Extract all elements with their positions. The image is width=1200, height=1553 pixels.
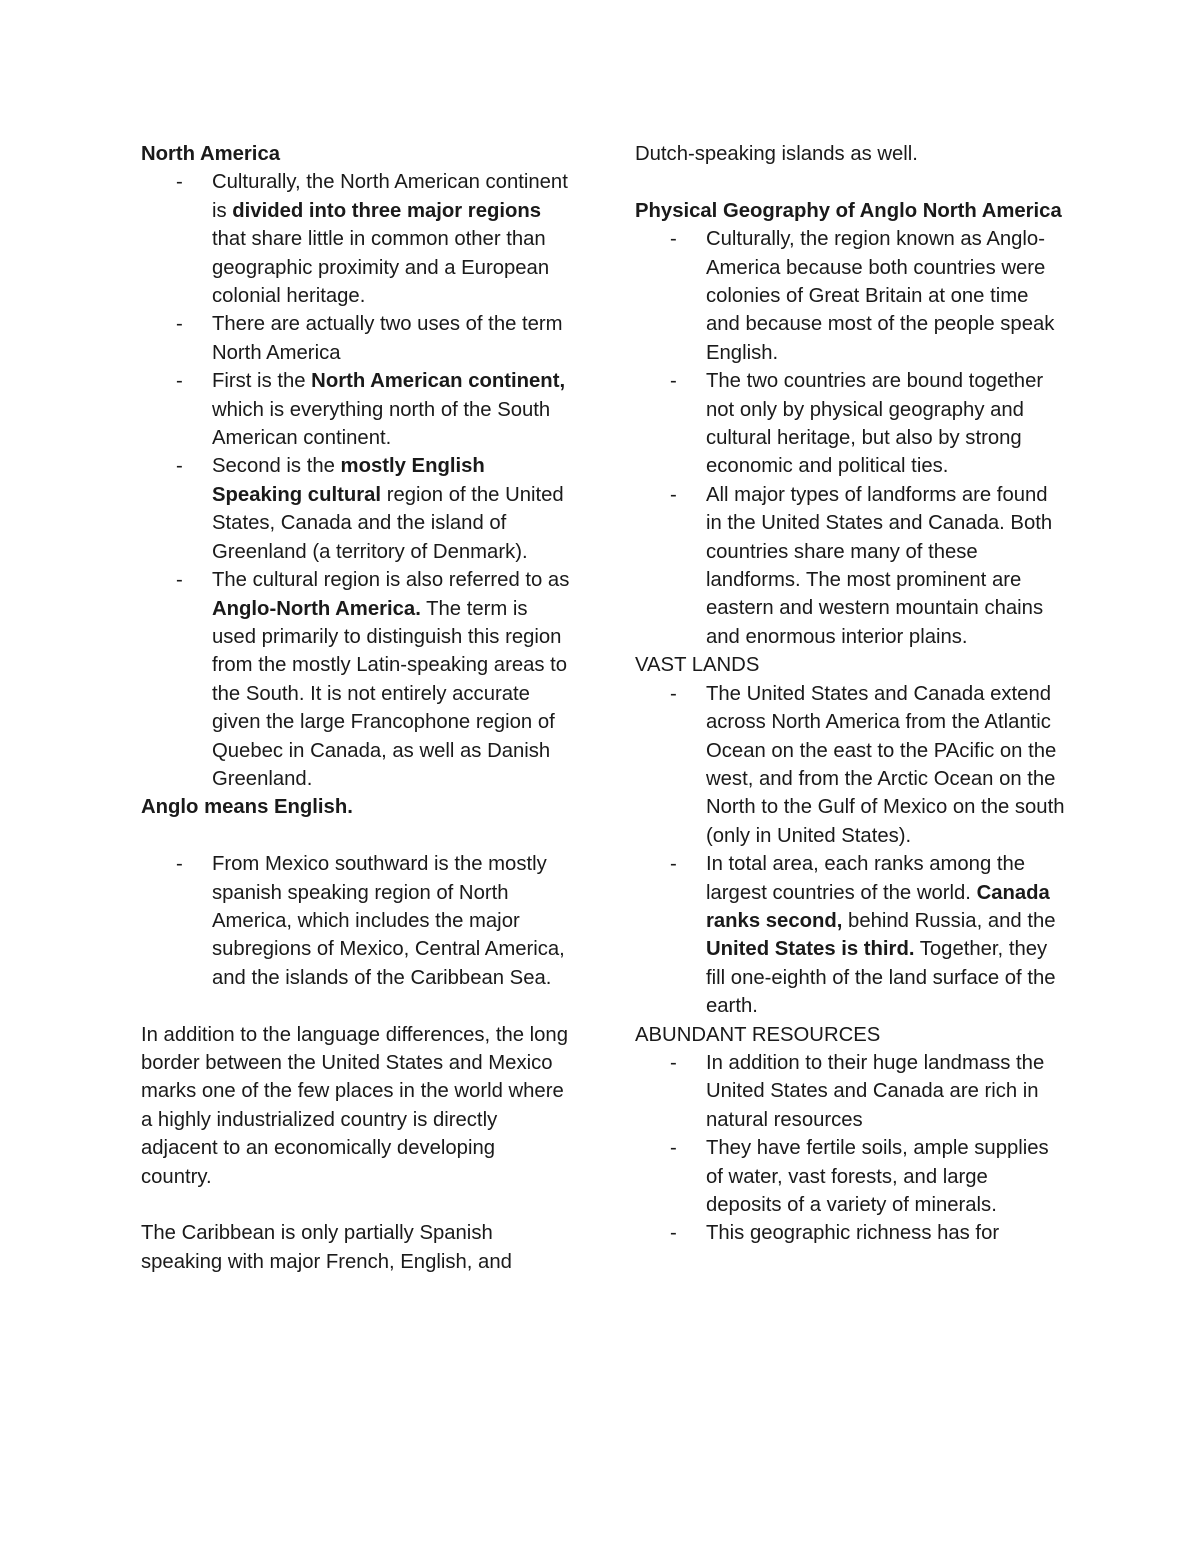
- resources-list: [635, 1049, 1067, 1248]
- paragraph-dutch: Dutch-speaking islands as well.: [635, 143, 918, 165]
- paragraph-border: In addition to the language differences, the long border between the United States and Mexico marks one of the few places in the world where a highly industrialized country is directly adjacent to an economically developing country.: [141, 1023, 568, 1188]
- heading-abundant-resources: ABUNDANT RESOURCES: [635, 1023, 881, 1046]
- list-item: - This geographic richness has for: [635, 1219, 1067, 1247]
- right-column: [635, 140, 1067, 1248]
- paragraph-caribbean: The Caribbean is only partially Spanish speaking with major French, English, and: [141, 1222, 512, 1273]
- list-item: - The United States and Canada extend across North America from the Atlantic Ocean on the east to the PAcific on the west, and from the Arctic Ocean on the North to the Gulf of Mexico on the south (only in United States).: [635, 680, 1067, 850]
- physical-geography-list: [635, 225, 1067, 651]
- list-item: - From Mexico southward is the mostly spanish speaking region of North America, which includes the major subregions of Mexico, Central America, and the islands of the Caribbean Sea.: [141, 850, 571, 992]
- list-item: - They have fertile soils, ample supplies of water, vast forests, and large deposits of a variety of minerals.: [635, 1134, 1067, 1219]
- anglo-list: [141, 850, 571, 992]
- list-item: - The cultural region is also referred to as Anglo-North America. The term is used primarily to distinguish this region from the mostly Latin-speaking areas to the South. It is not entirely accurate given the large Francophone region of Quebec in Canada, as well as Danish Greenland.: [141, 566, 571, 793]
- heading-physical-geography: Physical Geography of Anglo North America: [635, 199, 1062, 222]
- heading-anglo-means-english: Anglo means English.: [141, 796, 353, 819]
- heading-vast-lands: VAST LANDS: [635, 654, 760, 677]
- list-item: - In total area, each ranks among the largest countries of the world. Canada ranks second, behind Russia, and the United States is third. Together, they fill one-eighth of the land surface of the earth.: [635, 850, 1067, 1020]
- north-america-list: [141, 168, 571, 793]
- spacer: [141, 822, 571, 850]
- list-item: - The two countries are bound together not only by physical geography and cultural heritage, but also by strong economic and political ties.: [635, 367, 1067, 481]
- list-item: - In addition to their huge landmass the United States and Canada are rich in natural resources: [635, 1049, 1067, 1134]
- spacer: [141, 992, 571, 1020]
- list-item: - Second is the mostly English Speaking cultural region of the United States, Canada and the island of Greenland (a territory of Denmark).: [141, 452, 571, 566]
- list-item: - All major types of landforms are found in the United States and Canada. Both countries share many of these landforms. The most prominent are eastern and western mountain chains and enormous interior plains.: [635, 481, 1067, 651]
- spacer: [635, 168, 1067, 196]
- list-item: - Culturally, the region known as Anglo-America because both countries were colonies of Great Britain at one time and because most of the people speak English.: [635, 225, 1067, 367]
- heading-north-america: North America: [141, 143, 280, 165]
- vast-lands-list: [635, 680, 1067, 1021]
- left-column: [141, 140, 571, 1276]
- list-item: - Culturally, the North American continent is divided into three major regions that share little in common other than geographic proximity and a European colonial heritage.: [141, 168, 571, 310]
- list-item: - There are actually two uses of the term North America: [141, 310, 571, 367]
- spacer: [141, 1191, 571, 1219]
- list-item: - First is the North American continent, which is everything north of the South American continent.: [141, 367, 571, 452]
